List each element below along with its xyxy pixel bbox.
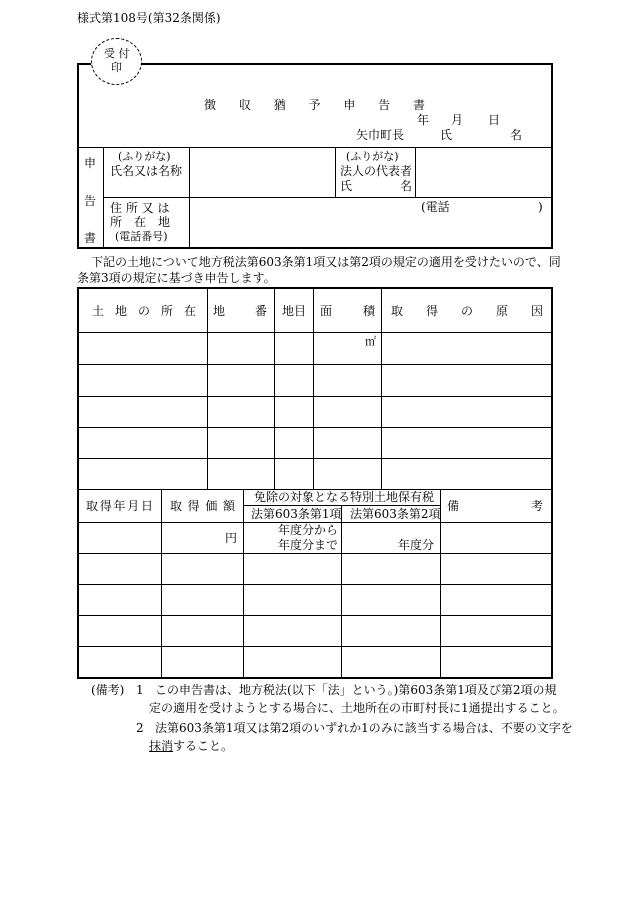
rep-label-given: 名 (400, 179, 413, 193)
form-title (204, 99, 425, 111)
phone-label: (電話 (421, 200, 450, 214)
header-area: 面 積 (320, 304, 375, 318)
address-label-1: 住 所 又 は (110, 201, 170, 215)
intro-text-2: 条第3項の規定に基づき申告します。 (77, 271, 276, 285)
side-label-char: 告 (84, 194, 97, 208)
note-2-number: 2 (136, 721, 144, 735)
note-2-rest: すること。 (173, 739, 234, 753)
seal-text-bottom: 印 (111, 61, 122, 74)
date-day-label: 日 (488, 113, 501, 127)
address-label-2: 所 在 地 (110, 215, 171, 229)
side-label-char: 申 (84, 156, 97, 170)
title-char: 猶 (273, 98, 286, 112)
title-char: 徴 (204, 98, 217, 112)
price-unit: 円 (225, 531, 238, 545)
header-article-603-1: 法第603条第1項 (251, 507, 342, 521)
name-label-family: 氏 (440, 128, 453, 142)
intro-text-1: 下記の土地について地方税法第603条第1項又は第2項の規定の適用を受けたいので、同 (91, 255, 561, 269)
name-label-given: 名 (510, 128, 523, 142)
form-number: 様式第108号(第32条関係) (77, 11, 221, 25)
land-table (77, 287, 553, 679)
header-lot-number: 地 番 (213, 304, 267, 318)
note-2-underlined: 抹消 (149, 739, 174, 753)
header-acquisition-reason: 取 得 の 原 因 (391, 304, 543, 318)
year-portion-label: 年度分 (398, 538, 435, 552)
name-field[interactable] (191, 149, 333, 195)
phone-close: ) (538, 200, 543, 214)
note-2-line-2 (149, 740, 233, 752)
title-char: 申 (343, 98, 356, 112)
from-year-label: 年度分から (278, 523, 339, 537)
title-char: 告 (378, 98, 391, 112)
header-remarks: 備 考 (447, 499, 543, 513)
area-unit: ㎡ (365, 335, 376, 348)
addressee: 矢巾町長 (356, 128, 405, 142)
title-char: 収 (238, 98, 251, 112)
date-month-label: 月 (451, 113, 464, 127)
to-year-label: 年度分まで (278, 538, 339, 552)
header-acquisition-price: 取 得 価 額 (170, 499, 235, 513)
header-land-category: 地目 (282, 304, 307, 318)
note-1-line-2: 定の適用を受けようとする場合に、土地所在の市町村長に1通提出すること。 (149, 701, 565, 715)
header-article-603-2: 法第603条第2項 (350, 507, 441, 521)
header-acquisition-date: 取 得 年 月 日 (86, 499, 153, 513)
furigana-label: (ふりがな) (118, 150, 171, 163)
header-land-location: 土 地 の 所 在 (92, 304, 196, 318)
note-2-line-1: 法第603条第1項又は第2項のいずれか1のみに該当する場合は、不要の文字を (155, 721, 573, 735)
rep-furigana-label: (ふりがな) (346, 150, 399, 163)
note-1-number: 1 (136, 683, 144, 697)
seal-text-top: 受 付 (104, 47, 130, 60)
header-exempt-tax: 免除の対象となる特別土地保有税 (254, 490, 435, 504)
representative-field[interactable] (417, 149, 550, 195)
date-year-label: 年 (417, 113, 430, 127)
notes-label: (備考) (91, 683, 125, 697)
note-1-line-1: この申告書は、地方税法(以下「法」という。)第603条第1項及び第2項の規 (155, 683, 557, 697)
rep-label-family: 氏 (340, 179, 353, 193)
title-char: 予 (308, 98, 321, 112)
name-label: 氏名又は名称 (110, 164, 183, 178)
rep-label: 法人の代表者 (340, 164, 413, 178)
address-label-3: (電話番号) (115, 230, 168, 243)
title-char: 書 (412, 98, 425, 112)
address-field[interactable] (191, 199, 550, 246)
side-label-char: 書 (84, 231, 97, 245)
